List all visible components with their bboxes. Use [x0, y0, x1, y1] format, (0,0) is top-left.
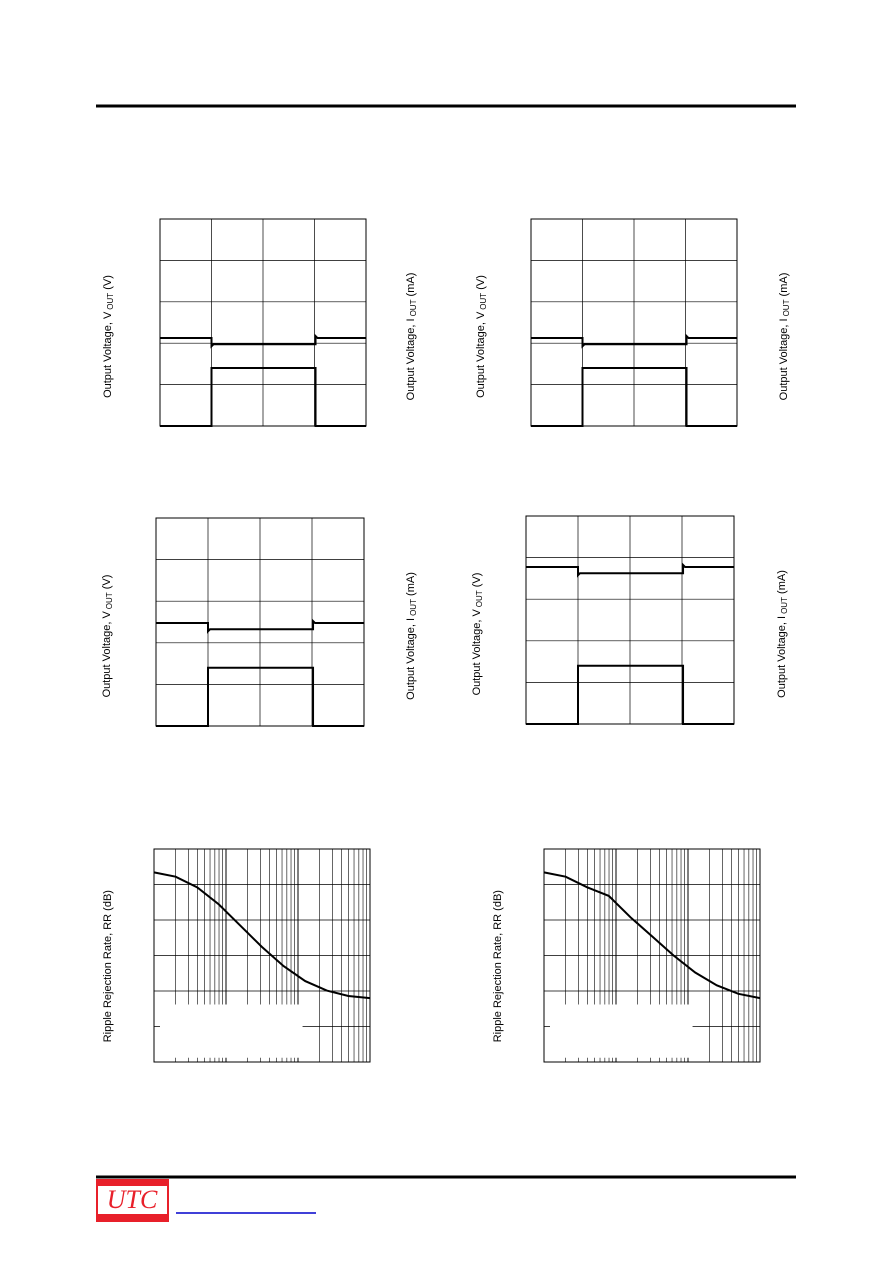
- iout-axis-label-unit: (mA): [778, 272, 790, 300]
- vout-axis-label-subscript: OUT: [475, 590, 484, 608]
- vout-axis-label-unit: (V): [101, 574, 113, 593]
- vout-axis-label-subscript: OUT: [479, 292, 488, 310]
- vout-axis-label-text: Output Voltage, V: [475, 311, 487, 398]
- iout-axis-label-unit: (mA): [776, 570, 788, 598]
- iout-axis-label: [778, 273, 791, 401]
- iout-axis-label-text: Output Voltage, I: [778, 318, 790, 401]
- blank-region: [160, 1004, 303, 1057]
- iout-axis-label-text: Output Voltage, I: [405, 318, 417, 401]
- load-transient-chart-4: [526, 516, 734, 724]
- load-transient-chart-1: [160, 219, 366, 426]
- ripple-rejection-chart-1: [154, 849, 370, 1062]
- vout-axis-label-unit: (V): [471, 572, 483, 591]
- rr-axis-label: Ripple Rejection Rate, RR (dB): [492, 890, 504, 1043]
- iout-axis-label-text: Output Voltage, I: [776, 615, 788, 698]
- iout-axis-label-unit: (mA): [405, 272, 417, 300]
- blank-region: [550, 1004, 693, 1057]
- iout-axis-label-subscript: OUT: [782, 299, 791, 317]
- iout-axis-label: [405, 572, 418, 700]
- ripple-rejection-curve: [154, 872, 370, 998]
- vout-axis-label-text: Output Voltage, V: [101, 611, 113, 698]
- vout-axis-label: [102, 275, 115, 398]
- load-transient-chart-2: [531, 219, 737, 426]
- iout-axis-label: [405, 273, 418, 401]
- iout-axis-label-unit: (mA): [405, 572, 417, 600]
- vout-axis-label: [101, 575, 114, 698]
- iout-axis-label-text: Output Voltage, I: [405, 617, 417, 700]
- iout-axis-label: [776, 570, 789, 698]
- iout-axis-label-subscript: OUT: [409, 599, 418, 616]
- ripple-rejection-curve: [544, 872, 760, 998]
- vout-axis-label-unit: (V): [102, 275, 114, 293]
- load-transient-chart-3: [156, 518, 364, 726]
- vout-axis-label: [475, 275, 488, 398]
- utc-logo: [96, 1179, 169, 1222]
- vout-axis-label-subscript: OUT: [105, 592, 114, 610]
- iout-axis-label-subscript: OUT: [409, 299, 418, 317]
- iout-axis-label-subscript: OUT: [780, 597, 789, 614]
- vout-axis-label-text: Output Voltage, V: [102, 311, 114, 398]
- vout-axis-label-subscript: OUT: [106, 292, 115, 310]
- vout-axis-label-unit: (V): [475, 275, 487, 293]
- ripple-rejection-chart-2: [544, 849, 760, 1062]
- rr-axis-label: Ripple Rejection Rate, RR (dB): [102, 890, 114, 1043]
- logo-text: UTC: [106, 1185, 158, 1214]
- vout-axis-label: [471, 573, 484, 696]
- vout-axis-label-text: Output Voltage, V: [471, 609, 483, 696]
